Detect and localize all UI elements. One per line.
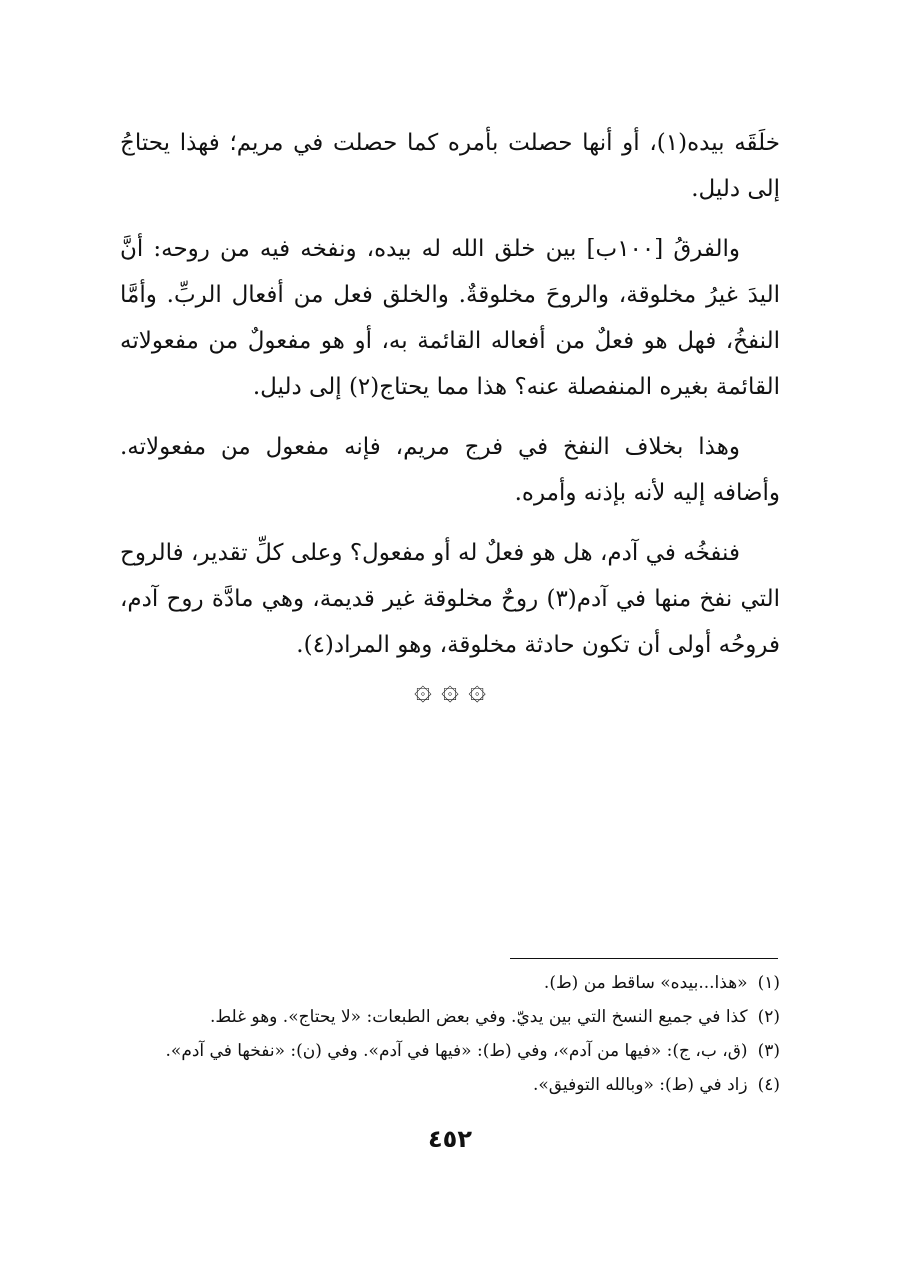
footnote-3 (120, 1034, 780, 1068)
footnote-number: (٢) (757, 1007, 780, 1027)
footnote-text: كذا في جميع النسخ التي بين يديّ. وفي بعض الطبعات: «لا يحتاج». وهو غلط. (209, 1007, 748, 1027)
footnotes (120, 966, 780, 1102)
footnote-number: (١) (757, 973, 780, 993)
footnote-number: (٣) (757, 1041, 780, 1061)
paragraph-1: خلَقَه بيده(١)، أو أنها حصلت بأمره كما حصلت في مريم؛ فهذا يحتاجُ إلى دليل. (120, 130, 780, 202)
footnote-text: «هذا...بيده» ساقط من (ط). (543, 973, 748, 993)
footnote-separator (510, 958, 778, 959)
footnote-text: (ق، ب، ج): «فيها من آدم»، وفي (ط): «فيها في آدم». وفي (ن): «نفخها في آدم». (165, 1041, 748, 1061)
paragraph-4: فنفخُه في آدم، هل هو فعلٌ له أو مفعول؟ وعلى كلِّ تقدير، فالروح التي نفخ منها في آدم(٣) روحٌ مخلوقة غير قديمة، وهي مادَّة روح آدم، فروحُه أولى أن تكون حادثة مخلوقة، وهو المراد(٤). (120, 540, 780, 658)
main-text (120, 120, 780, 682)
footnote-number: (٤) (757, 1075, 780, 1095)
paragraph-2: والفرقُ [١٠٠ب] بين خلق الله له بيده، ونفخه فيه من روحه: أنَّ اليدَ غيرُ مخلوقة، والروحَ مخلوقةٌ. والخلق فعل من أفعال الربِّ. وأمَّا النفخُ، فهل هو فعلٌ من أفعاله القائمة به، أو هو مفعولٌ من مفعولاته القائمة بغيره المنفصلة عنه؟ هذا مما يحتاج(٢) إلى دليل. (120, 236, 780, 400)
section-ornament: ۞ ۞ ۞ (414, 672, 486, 707)
footnote-1 (120, 966, 780, 1000)
footnote-4 (120, 1068, 780, 1102)
footnote-2 (120, 1000, 780, 1034)
page-number: ٤٥٢ (428, 1125, 472, 1153)
footnote-text: زاد في (ط): «وبالله التوفيق». (532, 1075, 748, 1095)
paragraph-3: وهذا بخلاف النفخ في فرج مريم، فإنه مفعول من مفعولاته. وأضافه إليه لأنه بإذنه وأمره. (120, 434, 780, 506)
